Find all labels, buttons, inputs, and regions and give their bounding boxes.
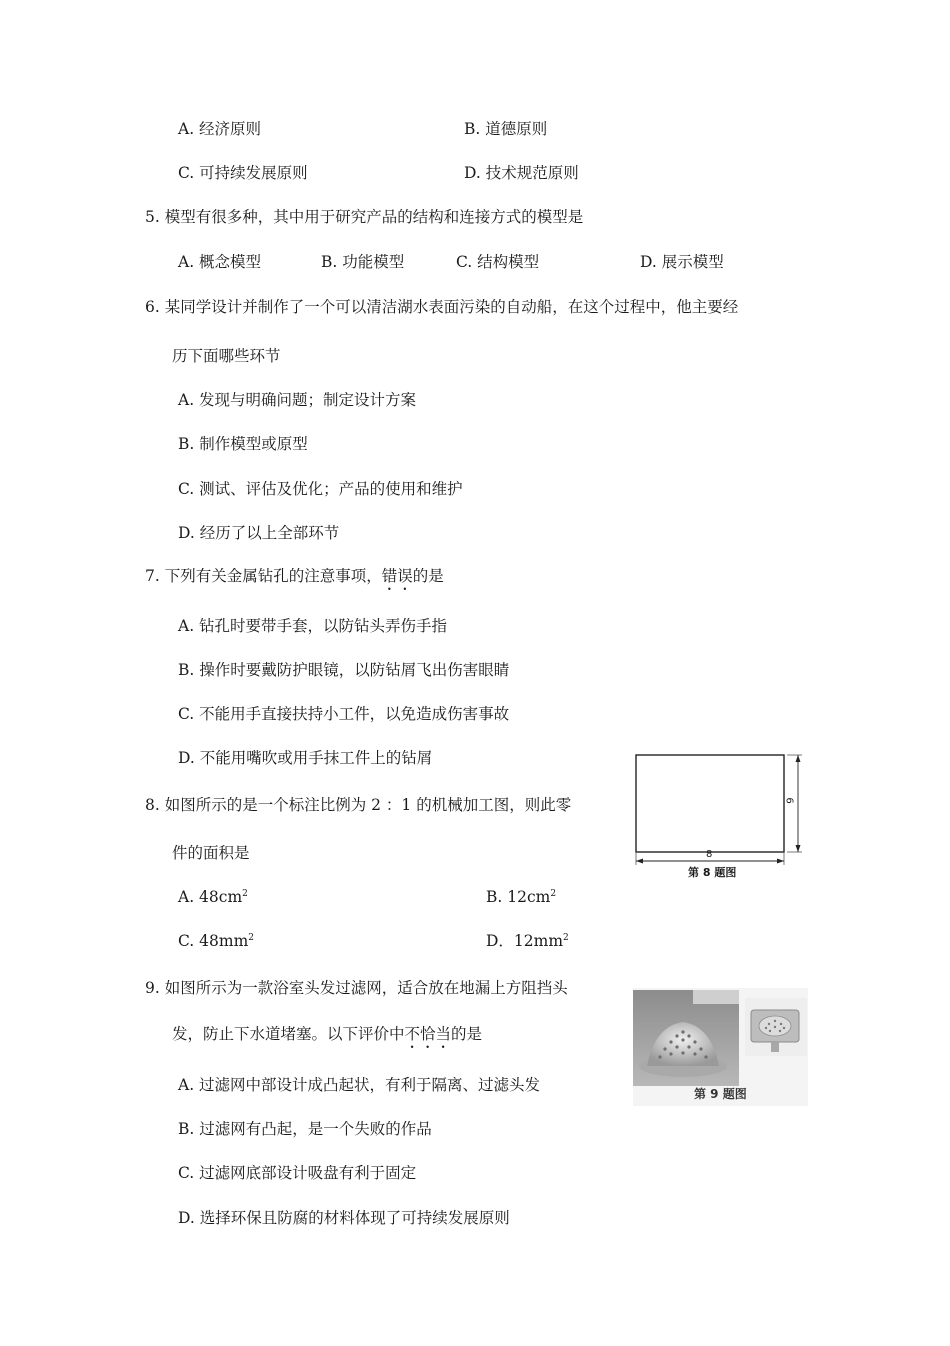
q4-option-b: B. 道德原则 (464, 120, 548, 138)
q5-option-d: D. 展示模型 (640, 253, 724, 271)
q8-dim-height: 6 (783, 797, 795, 804)
q9-option-c: C. 过滤网底部设计吸盘有利于固定 (178, 1164, 417, 1182)
q4-option-d: D. 技术规范原则 (464, 164, 579, 182)
q8-figure-caption: 第 8 题图 (688, 866, 737, 879)
q8-dim-width: 8 (706, 849, 713, 860)
q4-option-a: A. 经济原则 (178, 120, 262, 138)
q9-option-d: D. 选择环保且防腐的材料体现了可持续发展原则 (178, 1209, 510, 1227)
q9-stem-line2 (172, 1024, 482, 1052)
q7-option-c: C. 不能用手直接扶持小工件，以免造成伤害事故 (178, 705, 510, 723)
part-outline (636, 755, 784, 852)
q7-option-b: B. 操作时要戴防护眼镜，以防钻屑飞出伤害眼睛 (178, 661, 510, 679)
q7-stem (145, 566, 444, 594)
q4-option-c: C. 可持续发展原则 (178, 164, 308, 182)
q9-stem-post: 的是 (451, 1025, 483, 1043)
q8-stem-line1: 8. 如图所示的是一个标注比例为 2 ：1 的机械加工图，则此零 (145, 796, 572, 814)
q8-option-d: D．$12mm^2$ (486, 932, 569, 950)
q9-figure-caption: 第 9 题图 (694, 1087, 747, 1101)
q6-option-a: A. 发现与明确问题；制定设计方案 (178, 391, 417, 409)
q8-stem-line2: 件的面积是 (172, 844, 250, 862)
q9-stem-pre: 发，防止下水道堵塞。以下评价中 (172, 1025, 405, 1043)
q8-option-a: A. $48cm^2$ (178, 888, 248, 906)
q8-option-b: B. $12cm^2$ (486, 888, 557, 906)
q7-option-a: A. 钻孔时要带手套，以防钻头弄伤手指 (178, 617, 448, 635)
q9-stem-line1: 9. 如图所示为一款浴室头发过滤网，适合放在地漏上方阻挡头 (145, 979, 568, 997)
q9-stem-emphasis: 不恰当 (404, 1025, 452, 1043)
q6-option-c: C. 测试、评估及优化；产品的使用和维护 (178, 480, 463, 498)
q7-option-d: D. 不能用嘴吹或用手抹工件上的钻屑 (178, 749, 433, 767)
q8-figure (630, 750, 810, 880)
q5-option-b: B. 功能模型 (321, 253, 405, 271)
q5-option-c: C. 结构模型 (456, 253, 540, 271)
q9-option-b: B. 过滤网有凸起，是一个失败的作品 (178, 1120, 432, 1138)
q7-stem-pre: 7. 下列有关金属钻孔的注意事项， (145, 567, 382, 585)
q7-stem-post: 的是 (412, 567, 444, 585)
q6-option-b: B. 制作模型或原型 (178, 435, 308, 453)
q6-option-d: D. 经历了以上全部环节 (178, 524, 340, 542)
q5-stem: 5. 模型有很多种，其中用于研究产品的结构和连接方式的模型是 (145, 208, 584, 226)
q6-stem-line1: 6. 某同学设计并制作了一个可以清洁湖水表面污染的自动船，在这个过程中，他主要经 (145, 298, 739, 316)
q7-stem-emphasis: 错误 (381, 567, 413, 585)
q6-stem-line2: 历下面哪些环节 (172, 347, 281, 365)
q5-option-a: A. 概念模型 (178, 253, 262, 271)
q9-option-a: A. 过滤网中部设计成凸起状，有利于隔离、过滤头发 (178, 1076, 541, 1094)
q8-option-c: C. $48mm^2$ (178, 932, 255, 950)
